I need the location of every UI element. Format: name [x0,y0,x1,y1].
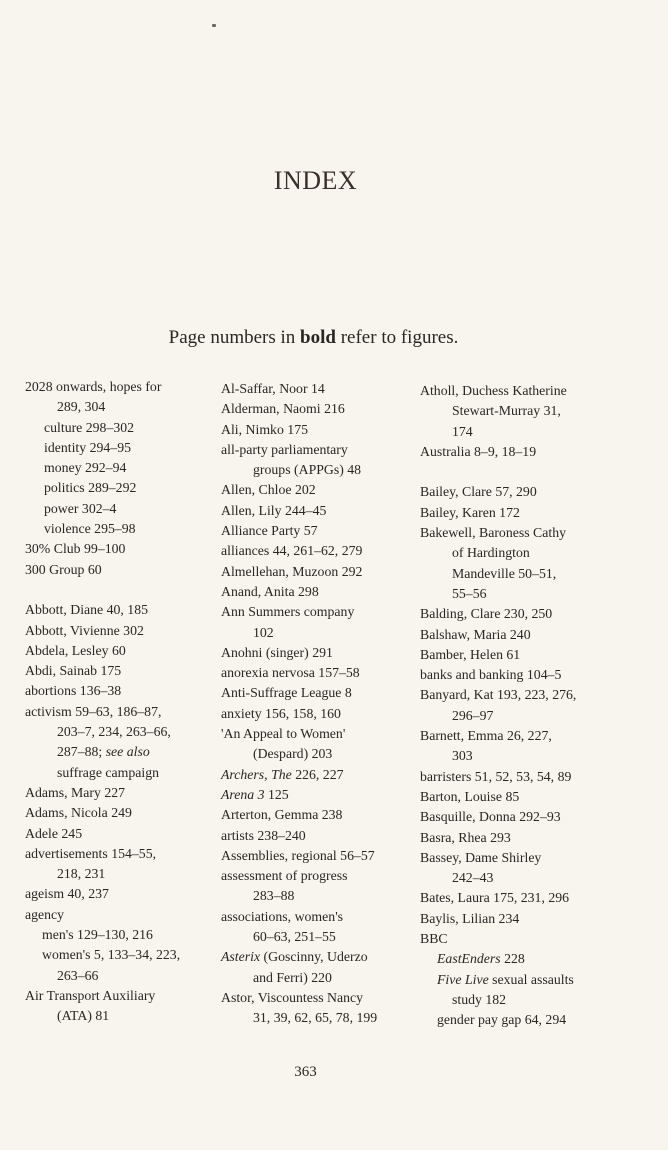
index-entry-line: gender pay gap 64, 294 [437,1012,567,1028]
index-entry-line: politics 289–292 [44,480,137,496]
index-entry-line: 'An Appeal to Women' [221,726,346,742]
index-entry-line: money 292–94 [44,460,127,476]
note-prefix: Page numbers in [168,327,301,348]
index-entry-line: Arterton, Gemma 238 [221,807,343,823]
page-title: INDEX [273,166,358,195]
print-speck [212,24,216,27]
index-entry-line: 55–56 [452,585,487,601]
index-entry-line: culture 298–302 [44,419,135,435]
index-entry-line: Bassey, Dame Shirley [420,849,542,865]
index-entry-line: Allen, Chloe 202 [221,482,316,498]
index-entry-line: violence 295–98 [44,521,136,537]
index-spacer [25,580,180,600]
index-entry-line: Five Live sexual assaults [437,971,574,987]
index-entry-line: (ATA) 81 [57,1008,110,1024]
index-entry-line: study 182 [452,991,507,1007]
index-entry-line: power 302–4 [44,500,117,516]
index-entry-line: Barton, Louise 85 [420,788,520,804]
index-entry-line: 263–66 [57,967,99,983]
index-entry-line: Stewart-Murray 31, [452,403,561,419]
index-entry-line: 30% Club 99–100 [25,541,126,557]
index-entry-line: Abbott, Diane 40, 185 [25,602,149,618]
index-entry-line: all-party parliamentary [221,441,348,457]
page-number: 363 [294,1064,317,1080]
index-entry-line: Bamber, Helen 61 [420,646,521,662]
index-entry-line: Air Transport Auxiliary [25,987,156,1003]
index-entry-line: Alliance Party 57 [221,523,318,539]
index-entry-line: 296–97 [452,707,494,723]
index-entry-line: (Despard) 203 [253,746,333,762]
index-entry-line: Australia 8–9, 18–19 [420,443,537,459]
index-entry-line: Astor, Viscountess Nancy [221,989,364,1005]
index-entry-line: Bates, Laura 175, 231, 296 [420,890,570,906]
index-entry-line: Baylis, Lilian 234 [420,910,520,926]
index-entry-line: Abdela, Lesley 60 [25,642,126,658]
index-entry-line: BBC [420,931,448,947]
index-entry-line: 283–88 [253,888,295,904]
index-entry-line: men's 129–130, 216 [42,927,153,943]
index-entry-line: Mandeville 50–51, [452,565,557,581]
index-entry-line: Bailey, Karen 172 [420,504,520,520]
index-entry-line: Abbott, Vivienne 302 [25,622,144,638]
note-bold-word: bold [300,327,336,348]
index-entry-line: Balding, Clare 230, 250 [420,606,553,622]
index-entry-line: 242–43 [452,870,494,886]
index-entry-line: abortions 136–38 [25,683,122,699]
index-entry-line: barristers 51, 52, 53, 54, 89 [420,768,572,784]
index-entry-line: 218, 231 [57,866,106,882]
index-entry-line: groups (APPGs) 48 [253,462,362,478]
index-entry-line: anxiety 156, 158, 160 [221,705,341,721]
index-entry-line: Ali, Nimko 175 [221,421,308,437]
index-entry-line: Alderman, Naomi 216 [221,401,345,417]
index-entry-line: anorexia nervosa 157–58 [221,665,360,681]
index-column-1 [25,377,180,1027]
index-entry-line: Basquille, Donna 292–93 [420,809,561,825]
index-entry-line: Bakewell, Baroness Cathy [420,525,566,541]
index-entry-line: Ann Summers company [221,604,355,620]
note-suffix: refer to figures. [335,327,459,348]
index-entry-line: Banyard, Kat 193, 223, 276, [420,687,577,703]
index-entry-line: Basra, Rhea 293 [420,829,511,845]
index-entry-line: ageism 40, 237 [25,886,109,902]
index-entry-line: women's 5, 133–34, 223, [42,947,181,963]
index-entry-line: Archers, The 226, 227 [221,766,344,782]
index-entry-line: 287–88; see also [57,744,150,760]
index-entry-line: identity 294–95 [44,439,131,455]
index-entry-line: Adams, Mary 227 [25,784,126,800]
index-entry-line: 289, 304 [57,399,106,415]
index-entry-line: 60–63, 251–55 [253,929,336,945]
index-entry-line: Adele 245 [25,825,83,841]
index-entry-line: alliances 44, 261–62, 279 [221,543,363,559]
index-entry-line: Adams, Nicola 249 [25,805,132,821]
index-entry-line: Barnett, Emma 26, 227, [420,728,552,744]
index-entry-line: 174 [452,423,473,439]
index-entry-line: Abdi, Sainab 175 [25,663,122,679]
index-entry-line: activism 59–63, 186–87, [25,703,162,719]
index-entry-line: Asterix (Goscinny, Uderzo [221,949,368,965]
index-spacer [420,462,576,482]
index-entry-line: Al-Saffar, Noor 14 [221,381,325,396]
index-entry-line: banks and banking 104–5 [420,667,562,683]
index-entry-line: suffrage campaign [57,764,160,780]
index-entry-line: of Hardington [452,545,530,561]
index-entry-line: associations, women's [221,908,344,924]
index-entry-line: agency [25,906,65,922]
index-entry-line: 300 Group 60 [25,561,102,577]
index-entry-line: Assemblies, regional 56–57 [221,847,375,863]
index-entry-line: 102 [253,624,274,640]
index-entry-line: Arena 3 125 [221,786,289,802]
index-entry-line: Balshaw, Maria 240 [420,626,531,642]
index-entry-line: Anti-Suffrage League 8 [221,685,352,701]
index-entry-line: Bailey, Clare 57, 290 [420,484,537,500]
index-entry-line: Atholl, Duchess Katherine [420,383,567,398]
bold-figures-note [0,327,627,349]
index-entry-line: 2028 onwards, hopes for [25,379,162,394]
index-entry-line: Allen, Lily 244–45 [221,502,327,518]
index-column-3 [420,381,576,1031]
index-entry-line: assessment of progress [221,868,348,884]
index-entry-line: and Ferri) 220 [253,969,332,985]
index-entry-line: 303 [452,748,473,764]
index-entry-line: artists 238–240 [221,827,306,843]
index-entry-line: Almellehan, Muzoon 292 [221,563,363,579]
index-entry-line: 31, 39, 62, 65, 78, 199 [253,1010,378,1026]
index-entry-line: Anohni (singer) 291 [221,644,333,660]
index-entry-line: EastEnders 228 [437,951,525,967]
index-entry-line: 203–7, 234, 263–66, [57,724,171,740]
index-entry-line: advertisements 154–55, [25,845,157,861]
index-column-2 [221,379,377,1029]
index-entry-line: Anand, Anita 298 [221,583,319,599]
